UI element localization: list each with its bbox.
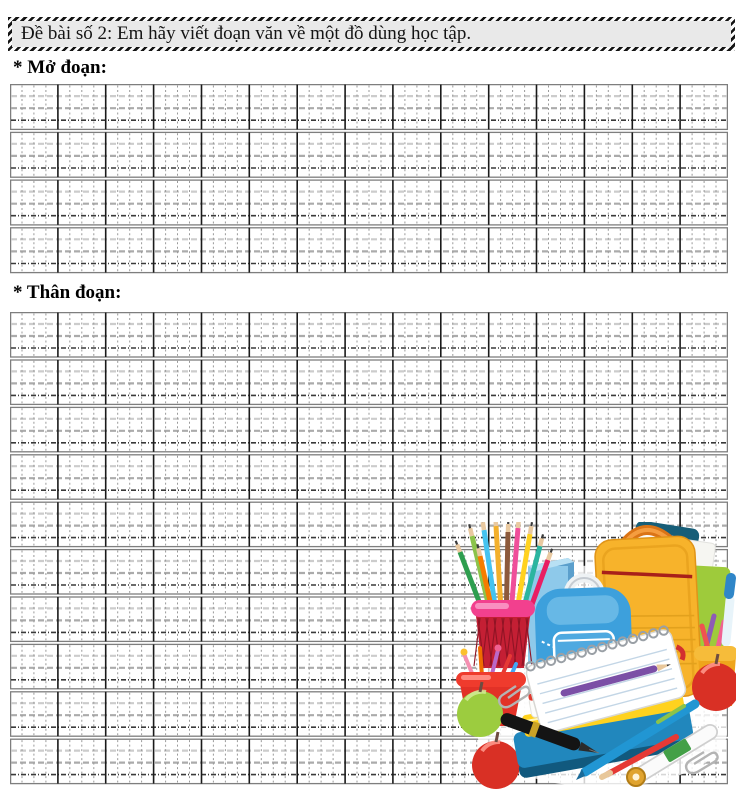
- school-supplies-illustration: [452, 522, 736, 790]
- heading-than-doan: * Thân đoạn:: [13, 282, 122, 303]
- assignment-title-box: [8, 17, 735, 51]
- writing-grid-mo-doan[interactable]: [10, 84, 728, 275]
- heading-mo-doan: * Mở đoạn:: [13, 57, 107, 78]
- assignment-title: Đề bài số 2: Em hãy viết đoạn văn về một đồ dùng học tập.: [12, 21, 731, 47]
